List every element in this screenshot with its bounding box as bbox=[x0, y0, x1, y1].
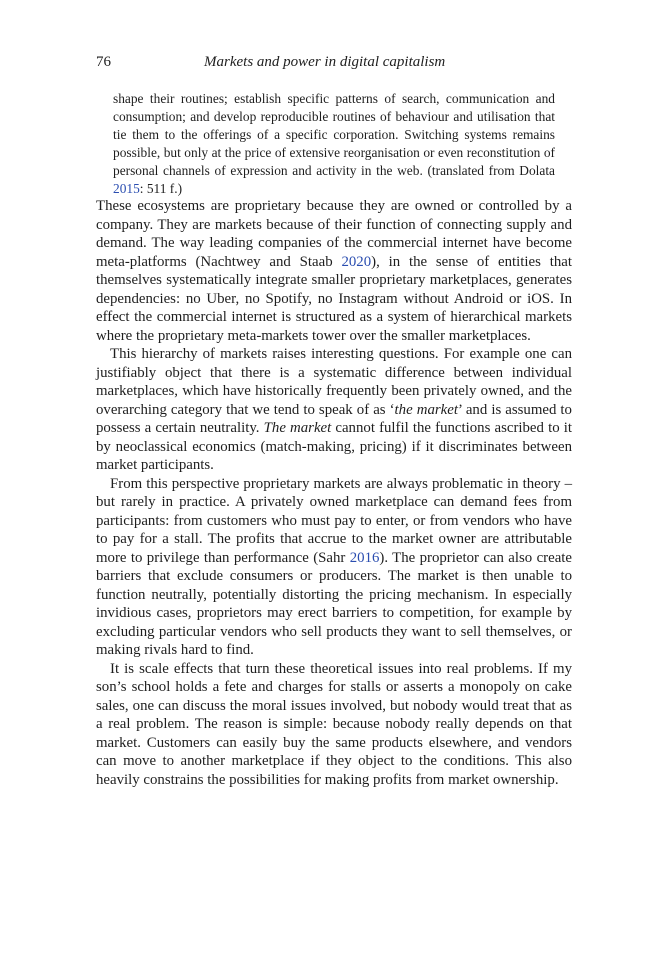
quote-citation-pages: : 511 f.) bbox=[139, 180, 183, 196]
paragraph-2 bbox=[96, 345, 572, 475]
paragraph-3 bbox=[96, 475, 572, 660]
paragraph-text: This hierarchy of markets raises interesting questions. For example one can justifiably object that there is a systematic difference between individual marketplaces, which have historically frequently been privately owned, and the overarching category that we tend to speak of as ‘ bbox=[96, 346, 572, 418]
running-title: Markets and power in digital capitalism bbox=[204, 54, 446, 70]
paragraph-text: cannot fulfil the functions ascribed to it by neoclassical economics (match-making, pricing) if it discriminates between market participants. bbox=[96, 420, 572, 473]
emphasis-the-market: The market bbox=[263, 420, 332, 436]
paragraph-text: ). The proprietor can also create barriers that exclude consumers or producers. The market is then unable to function neutrally, potentially distorting the pricing mechanism. In especially invidious cases, proprietors may erect barriers to competition, for example by excluding particular vendors who sell products they want to sell themselves, or making rivals hard to find. bbox=[96, 549, 572, 658]
paragraph-4: It is scale effects that turn these theoretical issues into real problems. If my son’s school holds a fete and charges for stalls or asserts a monopoly on cake sales, one can discuss the moral issues involved, but nobody would treat that as a real problem. The reason is simple: because nobody really depends on that market. Customers can easily buy the same products elsewhere, and vendors can move to another marketplace if they object to the conditions. This also heavily constrains the possibilities for making profits from market ownership. bbox=[96, 660, 572, 788]
block-quote bbox=[113, 90, 555, 197]
running-header bbox=[96, 52, 572, 72]
paragraph-1 bbox=[96, 197, 572, 345]
paragraph-text: ), in the sense of entities that themselves systematically integrate smaller proprietary marketplaces, generates dependencies: no Uber, no Spotify, no Instagram without Android or iOS. In effect the commercial internet is structured as a system of hierarchical markets where the proprietary meta-markets tower over the smaller marketplaces. bbox=[96, 253, 572, 344]
paragraph-text: From this perspective proprietary markets are always problematic in theory – but rarely in practice. A privately owned marketplace can demand fees from participants: from customers who must pay to enter, or from vendors who have to pay for a stall. The profits that accrue to the market owner are attributable more to privilege than performance (Sahr bbox=[96, 475, 572, 566]
citation-link-nachtwey-staab-2020[interactable]: 2020 bbox=[341, 253, 372, 270]
citation-link-sahr-2016[interactable]: 2016 bbox=[349, 549, 380, 566]
page-number: 76 bbox=[96, 54, 111, 70]
body-text bbox=[96, 197, 572, 789]
emphasis-the-market: the market bbox=[394, 401, 458, 418]
paragraph-text: ’ and is assumed to possess a certain neutrality. bbox=[96, 401, 572, 436]
citation-link-dolata-2015[interactable]: 2015 bbox=[113, 180, 140, 196]
paragraph-text: These ecosystems are proprietary because they are owned or controlled by a company. They are markets because of their function of connecting supply and demand. The way leading companies of the commercial internet have become meta-platforms (Nachtwey and Staab bbox=[96, 198, 572, 270]
quote-text: shape their routines; establish specific patterns of search, communication and consumption; and develop reproducible routines of behaviour and utilisation that tie them to the offerings of a specific corporation. Switching systems remains possible, but only at the price of extensive reorganisation or even reconstitution of personal channels of expression and activity in the web. (translated from Dolata bbox=[113, 91, 555, 178]
